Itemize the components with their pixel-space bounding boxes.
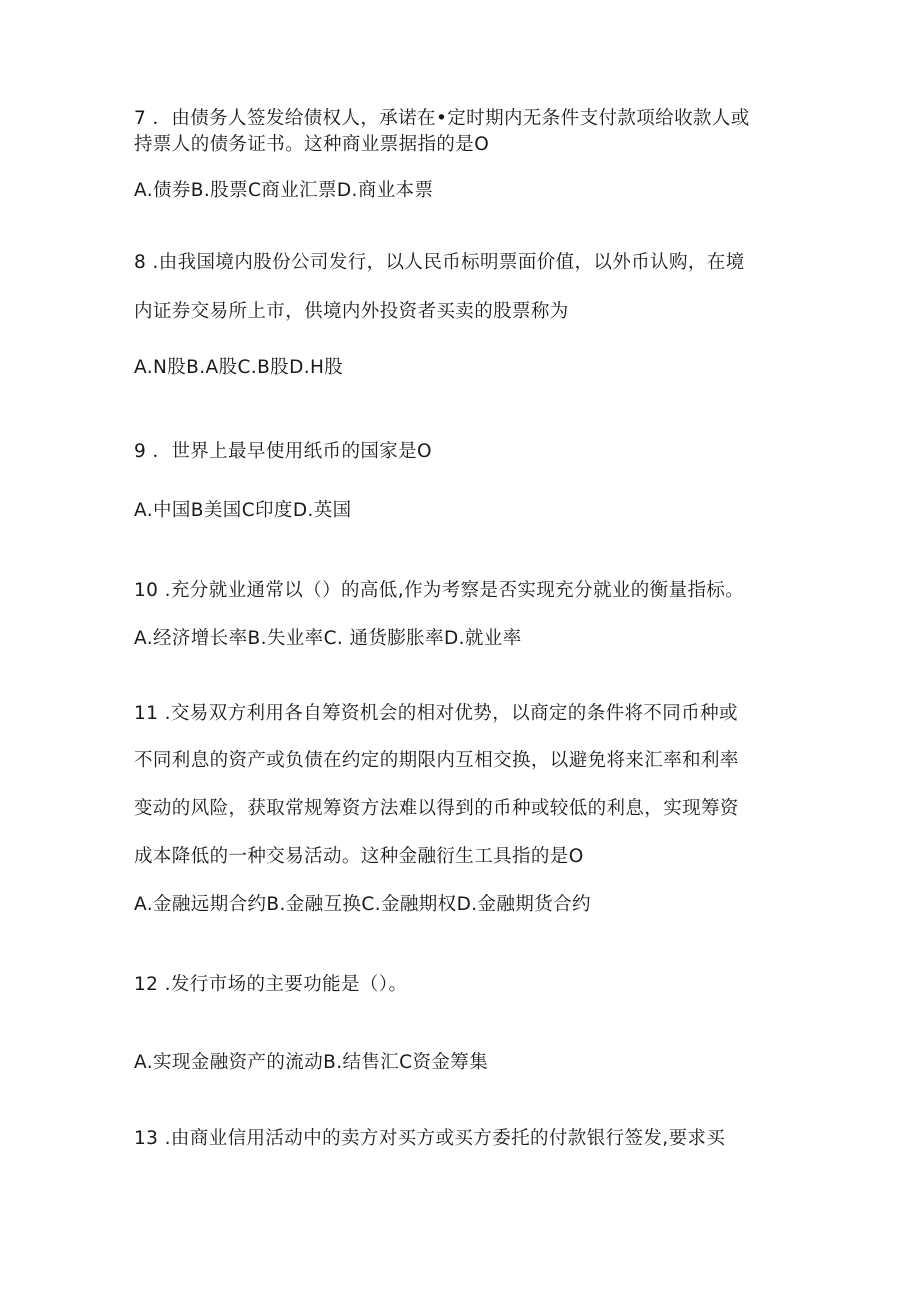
question-11-options: A.金融远期合约B.金融互换C.金融期权D.金融期货合约 bbox=[134, 894, 591, 915]
question-10-options: A.经济增长率B.失业率C. 通货膨胀率D.就业率 bbox=[134, 628, 522, 649]
question-12-stem-line-1: 12 .发行市场的主要功能是（）。 bbox=[134, 974, 408, 995]
question-11-stem-line-3: 变动的风险，获取常规筹资方法难以得到的币种或较低的利息，实现筹资 bbox=[134, 798, 739, 819]
question-13-stem-line-1: 13 .由商业信用活动中的卖方对买方或买方委托的付款银行签发,要求买 bbox=[134, 1128, 726, 1149]
question-10-stem-line-1: 10 .充分就业通常以（）的高低,作为考察是否实现充分就业的衡量指标。 bbox=[134, 580, 745, 601]
question-8-stem-line-1: 8 .由我国境内股份公司发行，以人民币标明票面价值，以外币认购，在境 bbox=[134, 252, 745, 273]
question-9-stem-line-1: 9 ．世界上最早使用纸币的国家是O bbox=[134, 441, 433, 462]
question-12-options: A.实现金融资产的流动B.结售汇C资金筹集 bbox=[134, 1052, 489, 1073]
question-11-stem-line-4: 成本降低的一种交易活动。这种金融衍生工具指的是O bbox=[134, 846, 584, 867]
question-7-stem-line-1: 7 ．由债务人签发给债权人，承诺在•定时期内无条件支付款项给收款人或 bbox=[134, 108, 750, 129]
question-9-options: A.中国B美国C印度D.英国 bbox=[134, 500, 352, 521]
question-7-stem-line-2: 持票人的债务证书。这种商业票据指的是O bbox=[134, 134, 490, 155]
question-8-stem-line-2: 内证券交易所上市，供境内外投资者买卖的股票称为 bbox=[134, 301, 569, 322]
question-8-options: A.N股B.A股C.B股D.H股 bbox=[134, 357, 344, 378]
question-11-stem-line-2: 不同利息的资产或负债在约定的期限内互相交换，以避免将来汇率和利率 bbox=[134, 750, 739, 771]
question-11-stem-line-1: 11 .交易双方利用各自筹资机会的相对优势，以商定的条件将不同币种或 bbox=[134, 703, 738, 724]
question-7-options: A.债券B.股票C商业汇票D.商业本票 bbox=[134, 180, 434, 201]
